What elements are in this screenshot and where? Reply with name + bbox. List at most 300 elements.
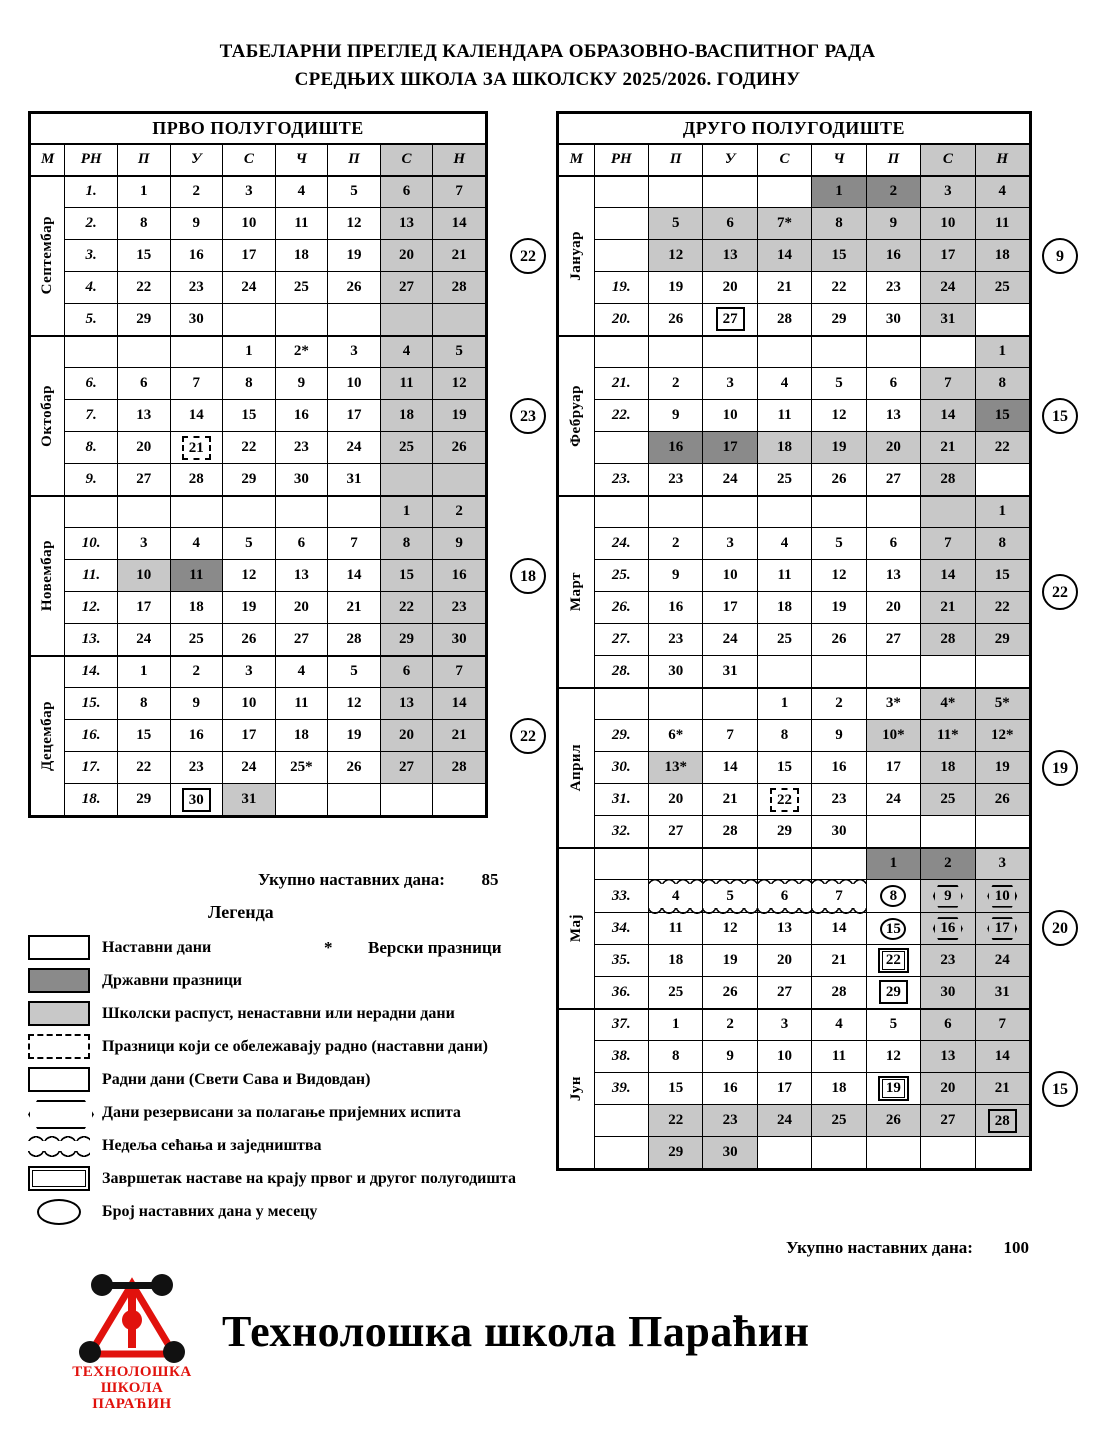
day-cell[interactable]: 28	[328, 624, 381, 656]
day-cell[interactable]: 19	[223, 592, 276, 624]
day-cell[interactable]: 9	[275, 368, 328, 400]
day-cell[interactable]: 29	[117, 784, 170, 816]
day-cell[interactable]: 21	[975, 1073, 1029, 1105]
day-cell[interactable]: 23	[703, 1105, 757, 1137]
day-cell[interactable]: 2	[170, 176, 223, 208]
day-cell[interactable]: 3	[975, 848, 1029, 880]
day-cell[interactable]: 2	[812, 688, 866, 720]
day-cell[interactable]: 12*	[975, 720, 1029, 752]
day-cell[interactable]: 6	[866, 368, 920, 400]
day-cell[interactable]: 4*	[921, 688, 975, 720]
day-cell[interactable]: 13	[703, 240, 757, 272]
day-cell[interactable]: 6	[275, 528, 328, 560]
day-cell[interactable]	[975, 1105, 1029, 1137]
day-cell[interactable]: 22	[117, 272, 170, 304]
day-cell[interactable]: 19	[703, 945, 757, 977]
day-cell[interactable]: 8	[117, 208, 170, 240]
day-cell[interactable]: 11	[170, 560, 223, 592]
day-cell[interactable]	[975, 1137, 1029, 1169]
day-cell[interactable]: 14	[328, 560, 381, 592]
day-cell[interactable]: 7	[433, 656, 486, 688]
day-cell[interactable]: 21	[921, 432, 975, 464]
day-cell[interactable]: 1	[649, 1009, 703, 1041]
day-cell[interactable]: 1	[757, 688, 811, 720]
day-cell[interactable]	[975, 913, 1029, 945]
day-cell[interactable]: 29	[757, 816, 811, 848]
day-cell[interactable]: 29	[812, 304, 866, 336]
day-cell[interactable]: 26	[866, 1105, 920, 1137]
day-cell[interactable]: 20	[117, 432, 170, 464]
day-cell[interactable]	[170, 784, 223, 816]
day-cell[interactable]: 20	[866, 592, 920, 624]
day-cell[interactable]: 31	[328, 464, 381, 496]
day-cell[interactable]: 9	[866, 208, 920, 240]
day-cell[interactable]: 4	[275, 656, 328, 688]
day-cell[interactable]: 8	[975, 368, 1029, 400]
day-cell[interactable]: 18	[921, 752, 975, 784]
day-cell[interactable]: 7	[170, 368, 223, 400]
day-cell[interactable]	[866, 336, 920, 368]
day-cell[interactable]	[703, 304, 757, 336]
day-cell[interactable]	[275, 784, 328, 816]
day-cell[interactable]: 1	[812, 176, 866, 208]
day-cell[interactable]: 14	[921, 560, 975, 592]
day-cell[interactable]: 25*	[275, 752, 328, 784]
day-cell[interactable]	[649, 880, 703, 913]
day-cell[interactable]	[975, 656, 1029, 688]
day-cell[interactable]: 10*	[866, 720, 920, 752]
day-cell[interactable]: 9	[170, 688, 223, 720]
day-cell[interactable]: 27	[275, 624, 328, 656]
day-cell[interactable]: 16	[812, 752, 866, 784]
day-cell[interactable]: 2	[921, 848, 975, 880]
day-cell[interactable]	[380, 464, 433, 496]
day-cell[interactable]	[170, 496, 223, 528]
day-cell[interactable]: 28	[433, 272, 486, 304]
day-cell[interactable]: 23	[433, 592, 486, 624]
day-cell[interactable]: 30	[812, 816, 866, 848]
day-cell[interactable]: 31	[975, 977, 1029, 1009]
day-cell[interactable]: 6*	[649, 720, 703, 752]
day-cell[interactable]: 8	[649, 1041, 703, 1073]
day-cell[interactable]: 17	[223, 720, 276, 752]
day-cell[interactable]: 17	[921, 240, 975, 272]
day-cell[interactable]	[812, 880, 866, 913]
day-cell[interactable]: 7	[328, 528, 381, 560]
day-cell[interactable]: 12	[223, 560, 276, 592]
day-cell[interactable]: 4	[380, 336, 433, 368]
day-cell[interactable]: 28	[921, 464, 975, 496]
day-cell[interactable]: 22	[380, 592, 433, 624]
day-cell[interactable]	[117, 336, 170, 368]
day-cell[interactable]: 15	[649, 1073, 703, 1105]
day-cell[interactable]: 24	[703, 624, 757, 656]
day-cell[interactable]: 29	[117, 304, 170, 336]
day-cell[interactable]: 26	[223, 624, 276, 656]
day-cell[interactable]: 5	[812, 528, 866, 560]
day-cell[interactable]: 27	[757, 977, 811, 1009]
day-cell[interactable]: 30	[866, 304, 920, 336]
day-cell[interactable]	[380, 784, 433, 816]
day-cell[interactable]: 10	[703, 560, 757, 592]
day-cell[interactable]: 2	[649, 368, 703, 400]
day-cell[interactable]: 30	[649, 656, 703, 688]
day-cell[interactable]	[866, 816, 920, 848]
day-cell[interactable]: 20	[649, 784, 703, 816]
day-cell[interactable]: 30	[170, 304, 223, 336]
day-cell[interactable]	[170, 432, 223, 464]
day-cell[interactable]: 1	[223, 336, 276, 368]
day-cell[interactable]: 2	[866, 176, 920, 208]
day-cell[interactable]: 25	[757, 464, 811, 496]
day-cell[interactable]: 23	[649, 624, 703, 656]
day-cell[interactable]	[757, 496, 811, 528]
day-cell[interactable]: 27	[380, 272, 433, 304]
day-cell[interactable]	[812, 656, 866, 688]
day-cell[interactable]: 2	[170, 656, 223, 688]
day-cell[interactable]	[649, 176, 703, 208]
day-cell[interactable]	[866, 945, 920, 977]
day-cell[interactable]: 20	[380, 240, 433, 272]
day-cell[interactable]: 19	[433, 400, 486, 432]
day-cell[interactable]	[703, 880, 757, 913]
day-cell[interactable]: 13	[275, 560, 328, 592]
day-cell[interactable]: 25	[975, 272, 1029, 304]
day-cell[interactable]: 12	[433, 368, 486, 400]
day-cell[interactable]: 12	[649, 240, 703, 272]
day-cell[interactable]	[757, 848, 811, 880]
day-cell[interactable]: 18	[649, 945, 703, 977]
day-cell[interactable]: 18	[757, 592, 811, 624]
day-cell[interactable]: 6	[380, 176, 433, 208]
day-cell[interactable]: 18	[275, 240, 328, 272]
day-cell[interactable]	[223, 496, 276, 528]
day-cell[interactable]: 12	[703, 913, 757, 945]
day-cell[interactable]: 25	[921, 784, 975, 816]
day-cell[interactable]: 18	[812, 1073, 866, 1105]
day-cell[interactable]: 11	[975, 208, 1029, 240]
day-cell[interactable]: 5	[812, 368, 866, 400]
day-cell[interactable]	[117, 496, 170, 528]
day-cell[interactable]: 6	[866, 528, 920, 560]
day-cell[interactable]: 19	[649, 272, 703, 304]
day-cell[interactable]	[649, 336, 703, 368]
day-cell[interactable]: 26	[703, 977, 757, 1009]
day-cell[interactable]: 15	[757, 752, 811, 784]
day-cell[interactable]	[275, 496, 328, 528]
day-cell[interactable]: 7	[703, 720, 757, 752]
day-cell[interactable]: 12	[812, 400, 866, 432]
day-cell[interactable]: 13	[866, 400, 920, 432]
day-cell[interactable]: 3	[117, 528, 170, 560]
day-cell[interactable]: 9	[433, 528, 486, 560]
day-cell[interactable]: 24	[703, 464, 757, 496]
day-cell[interactable]	[703, 496, 757, 528]
day-cell[interactable]	[649, 848, 703, 880]
day-cell[interactable]: 6	[380, 656, 433, 688]
day-cell[interactable]: 28	[812, 977, 866, 1009]
day-cell[interactable]: 7*	[757, 208, 811, 240]
day-cell[interactable]	[921, 880, 975, 913]
day-cell[interactable]: 19	[812, 592, 866, 624]
day-cell[interactable]: 7	[975, 1009, 1029, 1041]
day-cell[interactable]: 3	[223, 656, 276, 688]
day-cell[interactable]: 28	[170, 464, 223, 496]
day-cell[interactable]	[757, 784, 811, 816]
day-cell[interactable]	[866, 1073, 920, 1105]
day-cell[interactable]: 9	[649, 400, 703, 432]
day-cell[interactable]: 4	[275, 176, 328, 208]
day-cell[interactable]: 27	[866, 464, 920, 496]
day-cell[interactable]: 26	[328, 752, 381, 784]
day-cell[interactable]: 24	[921, 272, 975, 304]
day-cell[interactable]: 14	[433, 208, 486, 240]
day-cell[interactable]: 15	[117, 240, 170, 272]
day-cell[interactable]: 27	[866, 624, 920, 656]
day-cell[interactable]: 24	[328, 432, 381, 464]
day-cell[interactable]	[170, 336, 223, 368]
day-cell[interactable]	[433, 784, 486, 816]
day-cell[interactable]	[757, 336, 811, 368]
day-cell[interactable]	[703, 688, 757, 720]
day-cell[interactable]: 25	[275, 272, 328, 304]
day-cell[interactable]: 16	[170, 720, 223, 752]
day-cell[interactable]	[921, 816, 975, 848]
day-cell[interactable]: 25	[649, 977, 703, 1009]
day-cell[interactable]	[812, 496, 866, 528]
day-cell[interactable]	[921, 336, 975, 368]
day-cell[interactable]	[975, 816, 1029, 848]
day-cell[interactable]: 15	[975, 400, 1029, 432]
day-cell[interactable]: 20	[275, 592, 328, 624]
day-cell[interactable]: 11	[275, 688, 328, 720]
day-cell[interactable]	[975, 464, 1029, 496]
day-cell[interactable]: 13*	[649, 752, 703, 784]
day-cell[interactable]: 24	[223, 272, 276, 304]
day-cell[interactable]: 13	[757, 913, 811, 945]
day-cell[interactable]: 30	[921, 977, 975, 1009]
day-cell[interactable]: 3	[703, 528, 757, 560]
day-cell[interactable]: 5	[328, 656, 381, 688]
day-cell[interactable]	[866, 977, 920, 1009]
day-cell[interactable]: 6	[117, 368, 170, 400]
day-cell[interactable]: 17	[328, 400, 381, 432]
day-cell[interactable]	[757, 176, 811, 208]
day-cell[interactable]: 9	[703, 1041, 757, 1073]
day-cell[interactable]: 11	[649, 913, 703, 945]
day-cell[interactable]: 13	[380, 688, 433, 720]
day-cell[interactable]: 23	[275, 432, 328, 464]
day-cell[interactable]: 21	[757, 272, 811, 304]
day-cell[interactable]	[812, 1137, 866, 1169]
day-cell[interactable]: 18	[275, 720, 328, 752]
day-cell[interactable]	[380, 304, 433, 336]
day-cell[interactable]: 29	[223, 464, 276, 496]
day-cell[interactable]: 17	[703, 592, 757, 624]
day-cell[interactable]: 26	[975, 784, 1029, 816]
day-cell[interactable]: 22	[117, 752, 170, 784]
day-cell[interactable]: 16	[649, 592, 703, 624]
day-cell[interactable]	[866, 496, 920, 528]
day-cell[interactable]	[433, 464, 486, 496]
day-cell[interactable]: 11	[380, 368, 433, 400]
day-cell[interactable]: 10	[757, 1041, 811, 1073]
day-cell[interactable]: 5	[866, 1009, 920, 1041]
day-cell[interactable]: 25	[757, 624, 811, 656]
day-cell[interactable]: 25	[170, 624, 223, 656]
day-cell[interactable]	[866, 1137, 920, 1169]
day-cell[interactable]: 24	[117, 624, 170, 656]
day-cell[interactable]: 14	[921, 400, 975, 432]
day-cell[interactable]: 14	[170, 400, 223, 432]
day-cell[interactable]: 7	[921, 368, 975, 400]
day-cell[interactable]: 22	[812, 272, 866, 304]
day-cell[interactable]: 16	[433, 560, 486, 592]
day-cell[interactable]: 23	[866, 272, 920, 304]
day-cell[interactable]: 5*	[975, 688, 1029, 720]
day-cell[interactable]: 2*	[275, 336, 328, 368]
day-cell[interactable]: 13	[117, 400, 170, 432]
day-cell[interactable]	[328, 496, 381, 528]
day-cell[interactable]: 5	[433, 336, 486, 368]
day-cell[interactable]: 8	[975, 528, 1029, 560]
day-cell[interactable]: 2	[649, 528, 703, 560]
day-cell[interactable]: 19	[812, 432, 866, 464]
day-cell[interactable]: 26	[812, 624, 866, 656]
day-cell[interactable]: 20	[703, 272, 757, 304]
day-cell[interactable]: 29	[649, 1137, 703, 1169]
day-cell[interactable]	[649, 688, 703, 720]
day-cell[interactable]: 23	[170, 272, 223, 304]
day-cell[interactable]	[921, 656, 975, 688]
day-cell[interactable]: 15	[223, 400, 276, 432]
day-cell[interactable]	[649, 496, 703, 528]
day-cell[interactable]: 10	[921, 208, 975, 240]
day-cell[interactable]	[866, 880, 920, 913]
day-cell[interactable]: 15	[117, 720, 170, 752]
day-cell[interactable]	[975, 880, 1029, 913]
day-cell[interactable]: 17	[757, 1073, 811, 1105]
day-cell[interactable]: 8	[223, 368, 276, 400]
day-cell[interactable]: 17	[117, 592, 170, 624]
day-cell[interactable]: 13	[866, 560, 920, 592]
day-cell[interactable]: 30	[433, 624, 486, 656]
day-cell[interactable]: 3	[328, 336, 381, 368]
day-cell[interactable]: 8	[380, 528, 433, 560]
day-cell[interactable]: 5	[649, 208, 703, 240]
day-cell[interactable]: 23	[921, 945, 975, 977]
day-cell[interactable]: 8	[117, 688, 170, 720]
day-cell[interactable]	[703, 848, 757, 880]
day-cell[interactable]: 23	[812, 784, 866, 816]
day-cell[interactable]: 31	[223, 784, 276, 816]
day-cell[interactable]: 27	[117, 464, 170, 496]
day-cell[interactable]: 8	[812, 208, 866, 240]
day-cell[interactable]: 7	[921, 528, 975, 560]
day-cell[interactable]: 16	[866, 240, 920, 272]
day-cell[interactable]: 1	[975, 336, 1029, 368]
day-cell[interactable]: 14	[757, 240, 811, 272]
day-cell[interactable]: 12	[328, 688, 381, 720]
day-cell[interactable]: 11	[757, 560, 811, 592]
day-cell[interactable]: 20	[757, 945, 811, 977]
day-cell[interactable]: 10	[117, 560, 170, 592]
day-cell[interactable]: 16	[275, 400, 328, 432]
day-cell[interactable]: 19	[328, 720, 381, 752]
day-cell[interactable]: 15	[812, 240, 866, 272]
day-cell[interactable]: 11	[275, 208, 328, 240]
day-cell[interactable]: 28	[703, 816, 757, 848]
day-cell[interactable]: 16	[649, 432, 703, 464]
day-cell[interactable]	[975, 304, 1029, 336]
day-cell[interactable]: 21	[703, 784, 757, 816]
day-cell[interactable]: 5	[223, 528, 276, 560]
day-cell[interactable]: 10	[223, 208, 276, 240]
day-cell[interactable]	[223, 304, 276, 336]
day-cell[interactable]: 26	[328, 272, 381, 304]
day-cell[interactable]: 1	[866, 848, 920, 880]
day-cell[interactable]: 18	[757, 432, 811, 464]
day-cell[interactable]: 22	[649, 1105, 703, 1137]
day-cell[interactable]: 10	[703, 400, 757, 432]
day-cell[interactable]: 17	[866, 752, 920, 784]
day-cell[interactable]: 24	[866, 784, 920, 816]
day-cell[interactable]: 9	[649, 560, 703, 592]
day-cell[interactable]: 1	[117, 656, 170, 688]
day-cell[interactable]: 24	[975, 945, 1029, 977]
day-cell[interactable]: 16	[170, 240, 223, 272]
day-cell[interactable]: 13	[921, 1041, 975, 1073]
day-cell[interactable]: 14	[703, 752, 757, 784]
day-cell[interactable]: 4	[757, 368, 811, 400]
day-cell[interactable]	[921, 1137, 975, 1169]
day-cell[interactable]: 14	[812, 913, 866, 945]
day-cell[interactable]: 1	[117, 176, 170, 208]
day-cell[interactable]: 21	[812, 945, 866, 977]
day-cell[interactable]: 9	[170, 208, 223, 240]
day-cell[interactable]: 5	[328, 176, 381, 208]
day-cell[interactable]: 21	[921, 592, 975, 624]
day-cell[interactable]: 22	[223, 432, 276, 464]
day-cell[interactable]	[921, 913, 975, 945]
day-cell[interactable]: 3	[223, 176, 276, 208]
day-cell[interactable]: 16	[703, 1073, 757, 1105]
day-cell[interactable]: 20	[921, 1073, 975, 1105]
day-cell[interactable]: 26	[433, 432, 486, 464]
day-cell[interactable]: 4	[812, 1009, 866, 1041]
day-cell[interactable]	[921, 496, 975, 528]
day-cell[interactable]: 3	[757, 1009, 811, 1041]
day-cell[interactable]: 21	[433, 240, 486, 272]
day-cell[interactable]: 31	[921, 304, 975, 336]
day-cell[interactable]: 28	[921, 624, 975, 656]
day-cell[interactable]: 26	[812, 464, 866, 496]
day-cell[interactable]: 26	[649, 304, 703, 336]
day-cell[interactable]: 18	[975, 240, 1029, 272]
day-cell[interactable]: 4	[757, 528, 811, 560]
day-cell[interactable]: 15	[380, 560, 433, 592]
day-cell[interactable]: 23	[170, 752, 223, 784]
day-cell[interactable]	[812, 848, 866, 880]
day-cell[interactable]: 10	[223, 688, 276, 720]
day-cell[interactable]	[866, 913, 920, 945]
day-cell[interactable]: 30	[703, 1137, 757, 1169]
day-cell[interactable]	[328, 784, 381, 816]
day-cell[interactable]	[757, 656, 811, 688]
day-cell[interactable]: 14	[975, 1041, 1029, 1073]
day-cell[interactable]: 22	[975, 592, 1029, 624]
day-cell[interactable]: 2	[703, 1009, 757, 1041]
